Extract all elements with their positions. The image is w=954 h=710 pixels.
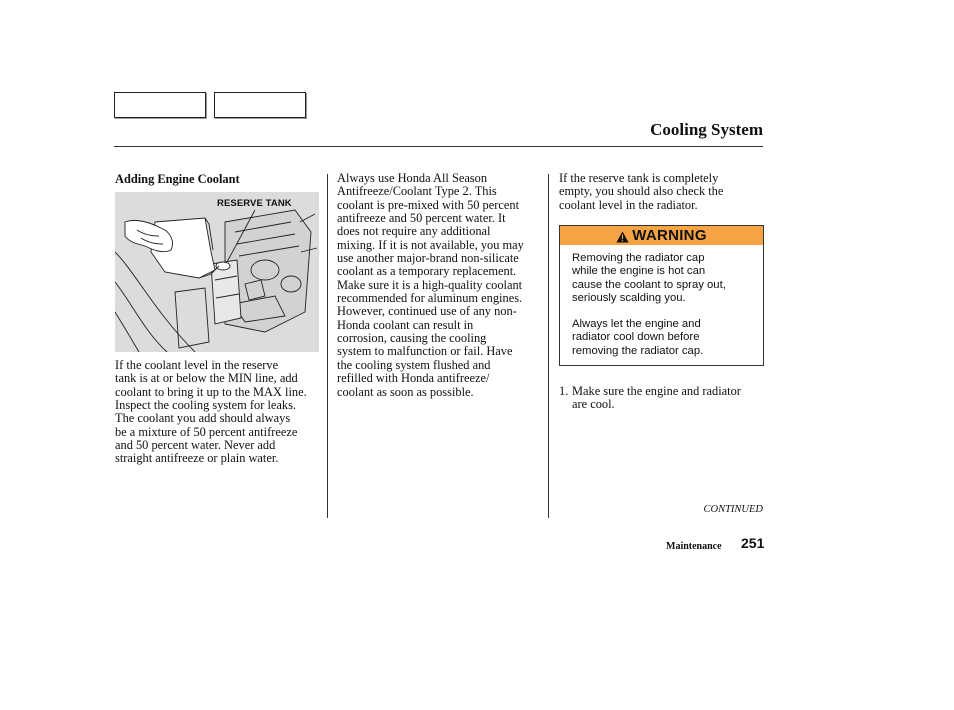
warning-title: WARNING bbox=[632, 227, 707, 244]
text-line: does not require any additional bbox=[337, 224, 491, 239]
warning-header bbox=[560, 226, 763, 245]
text-line: coolant to bring it up to the MAX line. bbox=[115, 384, 307, 399]
subheading-adding-coolant: Adding Engine Coolant bbox=[115, 172, 240, 186]
footer-section: Maintenance bbox=[666, 541, 722, 552]
text-line: be a mixture of 50 percent antifreeze bbox=[115, 424, 298, 439]
column-divider-1 bbox=[327, 174, 328, 518]
text-line: coolant as a temporary replacement. bbox=[337, 264, 517, 279]
text-line: are cool. bbox=[572, 397, 615, 412]
text-line: Always let the engine and bbox=[572, 318, 701, 331]
text-line: straight antifreeze or plain water. bbox=[115, 451, 279, 466]
nav-button-2[interactable] bbox=[214, 92, 306, 118]
reserve-tank-figure bbox=[115, 192, 319, 352]
text-line: removing the radiator cap. bbox=[572, 344, 704, 357]
column2-paragraph bbox=[337, 172, 547, 399]
text-line: Always use Honda All Season bbox=[337, 171, 488, 185]
text-line: use another major-brand non-silicate bbox=[337, 251, 519, 266]
section-title: Cooling System bbox=[650, 120, 763, 139]
warning-triangle-icon bbox=[616, 230, 629, 242]
text-line: coolant is pre-mixed with 50 percent bbox=[337, 197, 520, 212]
warning-box bbox=[559, 225, 764, 366]
text-line: system to malfunction or fail. Have bbox=[337, 344, 513, 359]
text-line: If the coolant level in the reserve bbox=[115, 358, 279, 372]
text-line: while the engine is hot can bbox=[572, 265, 706, 278]
text-line: and 50 percent water. Never add bbox=[115, 438, 276, 453]
text-line: Make sure it is a high-quality coolant bbox=[337, 277, 523, 292]
warning-paragraph-2 bbox=[572, 318, 758, 358]
text-line: However, continued use of any non- bbox=[337, 304, 517, 319]
text-line: antifreeze and 50 percent water. It bbox=[337, 211, 506, 226]
text-line: seriously scalding you. bbox=[572, 291, 686, 304]
text-line: The coolant you add should always bbox=[115, 411, 291, 426]
nav-button-1[interactable] bbox=[114, 92, 206, 118]
column1-paragraph bbox=[115, 359, 325, 466]
text-line: Antifreeze/Coolant Type 2. This bbox=[337, 184, 497, 199]
text-line: If the reserve tank is completely bbox=[559, 171, 719, 185]
warning-paragraph-1 bbox=[572, 252, 758, 305]
text-line: cause the coolant to spray out, bbox=[572, 278, 726, 291]
text-line: radiator cool down before bbox=[572, 331, 700, 344]
figure-label: RESERVE TANK bbox=[217, 198, 292, 209]
text-line: mixing. If it is not available, you may bbox=[337, 237, 524, 252]
engine-illustration bbox=[115, 192, 319, 352]
text-line: empty, you should also check the bbox=[559, 184, 724, 199]
text-line: Removing the radiator cap bbox=[572, 252, 705, 264]
text-line: tank is at or below the MIN line, add bbox=[115, 371, 298, 386]
text-line: Make sure the engine and radiator bbox=[572, 384, 741, 398]
column3-intro bbox=[559, 172, 763, 212]
page-number: 251 bbox=[741, 535, 765, 551]
step-1-text bbox=[572, 385, 764, 412]
text-line: Honda coolant can result in bbox=[337, 317, 474, 332]
warning-body bbox=[572, 252, 758, 371]
text-line: corrosion, causing the cooling bbox=[337, 331, 487, 346]
text-line: recommended for aluminum engines. bbox=[337, 291, 523, 306]
text-line: coolant level in the radiator. bbox=[559, 197, 698, 212]
column-divider-2 bbox=[548, 174, 549, 518]
header-rule bbox=[114, 146, 763, 147]
text-line: coolant as soon as possible. bbox=[337, 384, 474, 399]
text-line: refilled with Honda antifreeze/ bbox=[337, 371, 490, 386]
text-line: Inspect the cooling system for leaks. bbox=[115, 398, 296, 413]
continued-label: CONTINUED bbox=[703, 504, 763, 515]
step-number: 1. bbox=[559, 384, 569, 398]
text-line: the cooling system flushed and bbox=[337, 357, 491, 372]
